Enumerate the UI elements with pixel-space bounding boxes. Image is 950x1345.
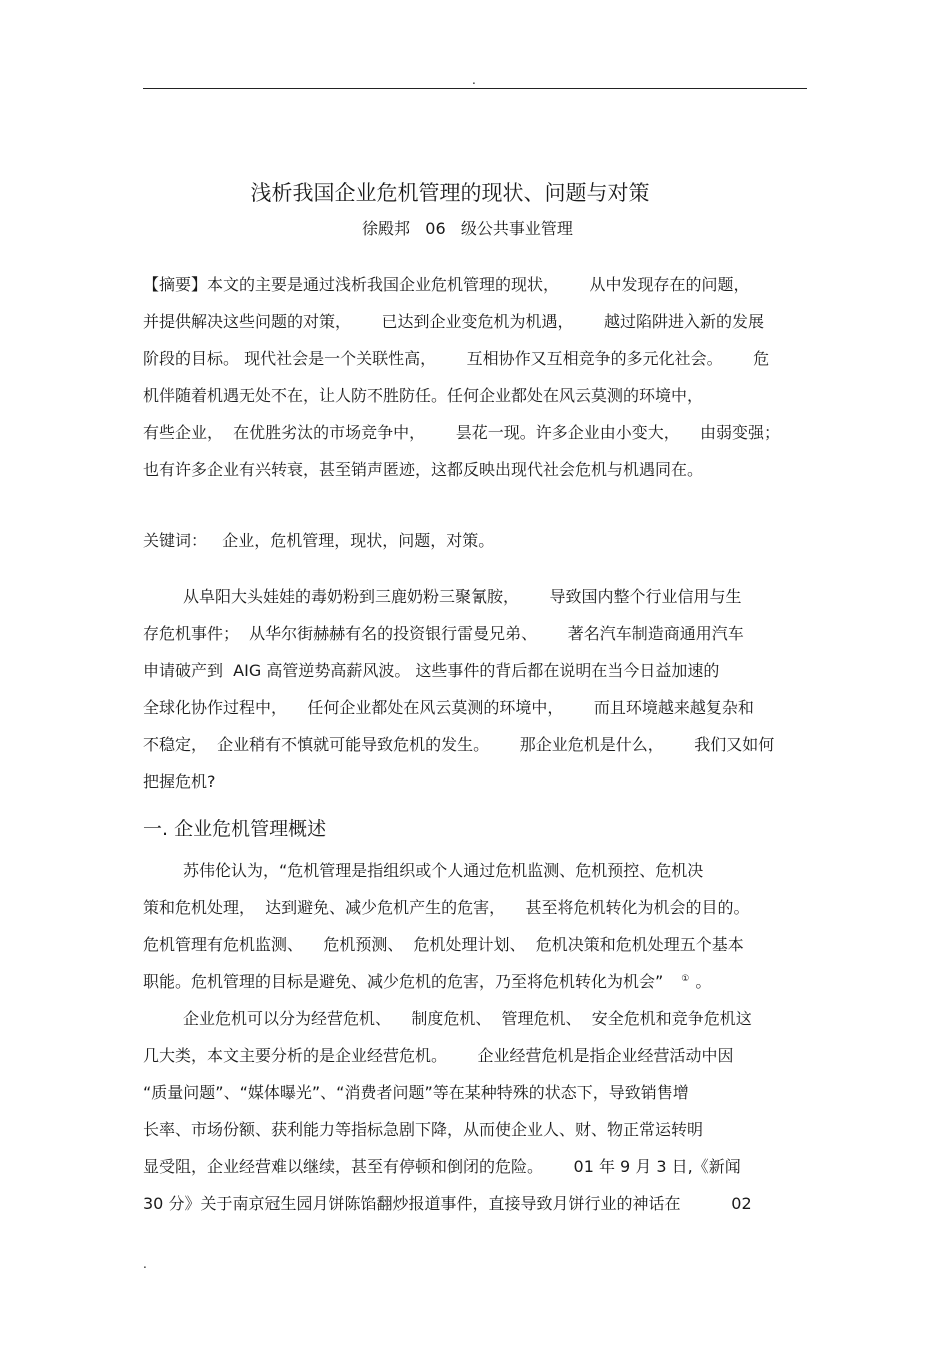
abstract xyxy=(143,266,807,488)
intro-line: 不稳定， 企业稍有不慎就可能导致危机的发生。 那企业危机是什么， 我们又如何 xyxy=(143,735,775,754)
document-title: 浅析我国企业危机管理的现状、问题与对策 xyxy=(250,181,650,205)
body-line: 苏伟伦认为，“危机管理是指组织或个人通过危机监测、危机预控、危机决 xyxy=(183,861,704,880)
body-text: 。 xyxy=(695,972,712,991)
section1-paragraph-1 xyxy=(143,852,807,1000)
abstract-line: 并提供解决这些问题的对策， 已达到企业变危机为机遇， 越过陷阱进入新的发展 xyxy=(143,312,765,331)
body-line: 30 分》关于南京冠生园月饼陈馅翻炒报道事件，直接导致月饼行业的神话在 02 xyxy=(143,1194,752,1213)
body-line: 企业危机可以分为经营危机、 制度危机、 管理危机、 安全危机和竞争危机这 xyxy=(183,1009,752,1028)
intro-line: 申请破产到 AIG 高管逆势高薪风波。 这些事件的背后都在说明在当今日益加速的 xyxy=(143,661,720,680)
intro-line: 全球化协作过程中， 任何企业都处在风云莫测的环境中， 而且环境越来越复杂和 xyxy=(143,698,754,717)
intro-line: 把握危机? xyxy=(143,772,216,791)
body-line: 显受阻，企业经营难以继续，甚至有停顿和倒闭的危险。 01 年 9 月 3 日,《新闻 xyxy=(143,1157,741,1176)
keywords: 关键词： 企业，危机管理，现状，问题，对策。 xyxy=(143,531,495,550)
body-line: 长率、市场份额、获利能力等指标急剧下降，从而使企业人、财、物正常运转明 xyxy=(143,1120,704,1139)
body-line: 几大类，本文主要分析的是企业经营危机。 企业经营危机是指企业经营活动中因 xyxy=(143,1046,734,1065)
section-heading: 一. 企业危机管理概述 xyxy=(143,818,327,840)
abstract-line: 机伴随着机遇无处不在，让人防不胜防任。任何企业都处在风云莫测的环境中， xyxy=(143,386,704,405)
header-dot: . xyxy=(472,73,476,87)
header-rule xyxy=(143,88,807,89)
intro-paragraph xyxy=(143,578,807,800)
body-line: “质量问题”、“媒体曝光”、“消费者问题”等在某种特殊的状态下，导致销售增 xyxy=(143,1083,689,1102)
intro-line: 从阜阳大头娃娃的毒奶粉到三鹿奶粉三聚氰胺， 导致国内整个行业信用与生 xyxy=(183,587,742,606)
body-text: 职能。危机管理的目标是避免、减少危机的危害，乃至将危机转化为机会” xyxy=(143,972,664,991)
intro-line: 存危机事件； 从华尔街赫赫有名的投资银行雷曼兄弟、 著名汽车制造商通用汽车 xyxy=(143,624,744,643)
body-line: 策和危机处理， 达到避免、减少危机产生的危害， 甚至将危机转化为机会的目的。 xyxy=(143,898,750,917)
author-line: 徐殿邦 06 级公共事业管理 xyxy=(362,219,573,238)
footer-dot: . xyxy=(143,1257,147,1271)
abstract-line: 【摘要】本文的主要是通过浅析我国企业危机管理的现状， 从中发现存在的问题， xyxy=(143,275,750,294)
abstract-line: 阶段的目标。 现代社会是一个关联性高， 互相协作又互相竞争的多元化社会。 危 xyxy=(143,349,770,368)
abstract-line: 有些企业， 在优胜劣汰的市场竞争中， 昙花一现。许多企业由小变大， 由弱变强； xyxy=(143,423,781,442)
footnote-marker[interactable]: ① xyxy=(681,973,690,984)
body-line xyxy=(143,963,807,1000)
body-line: 危机管理有危机监测、 危机预测、 危机处理计划、 危机决策和危机处理五个基本 xyxy=(143,935,744,954)
section1-paragraph-2 xyxy=(143,1000,807,1222)
abstract-line: 也有许多企业有兴转衰，甚至销声匿迹，这都反映出现代社会危机与机遇同在。 xyxy=(143,460,704,479)
